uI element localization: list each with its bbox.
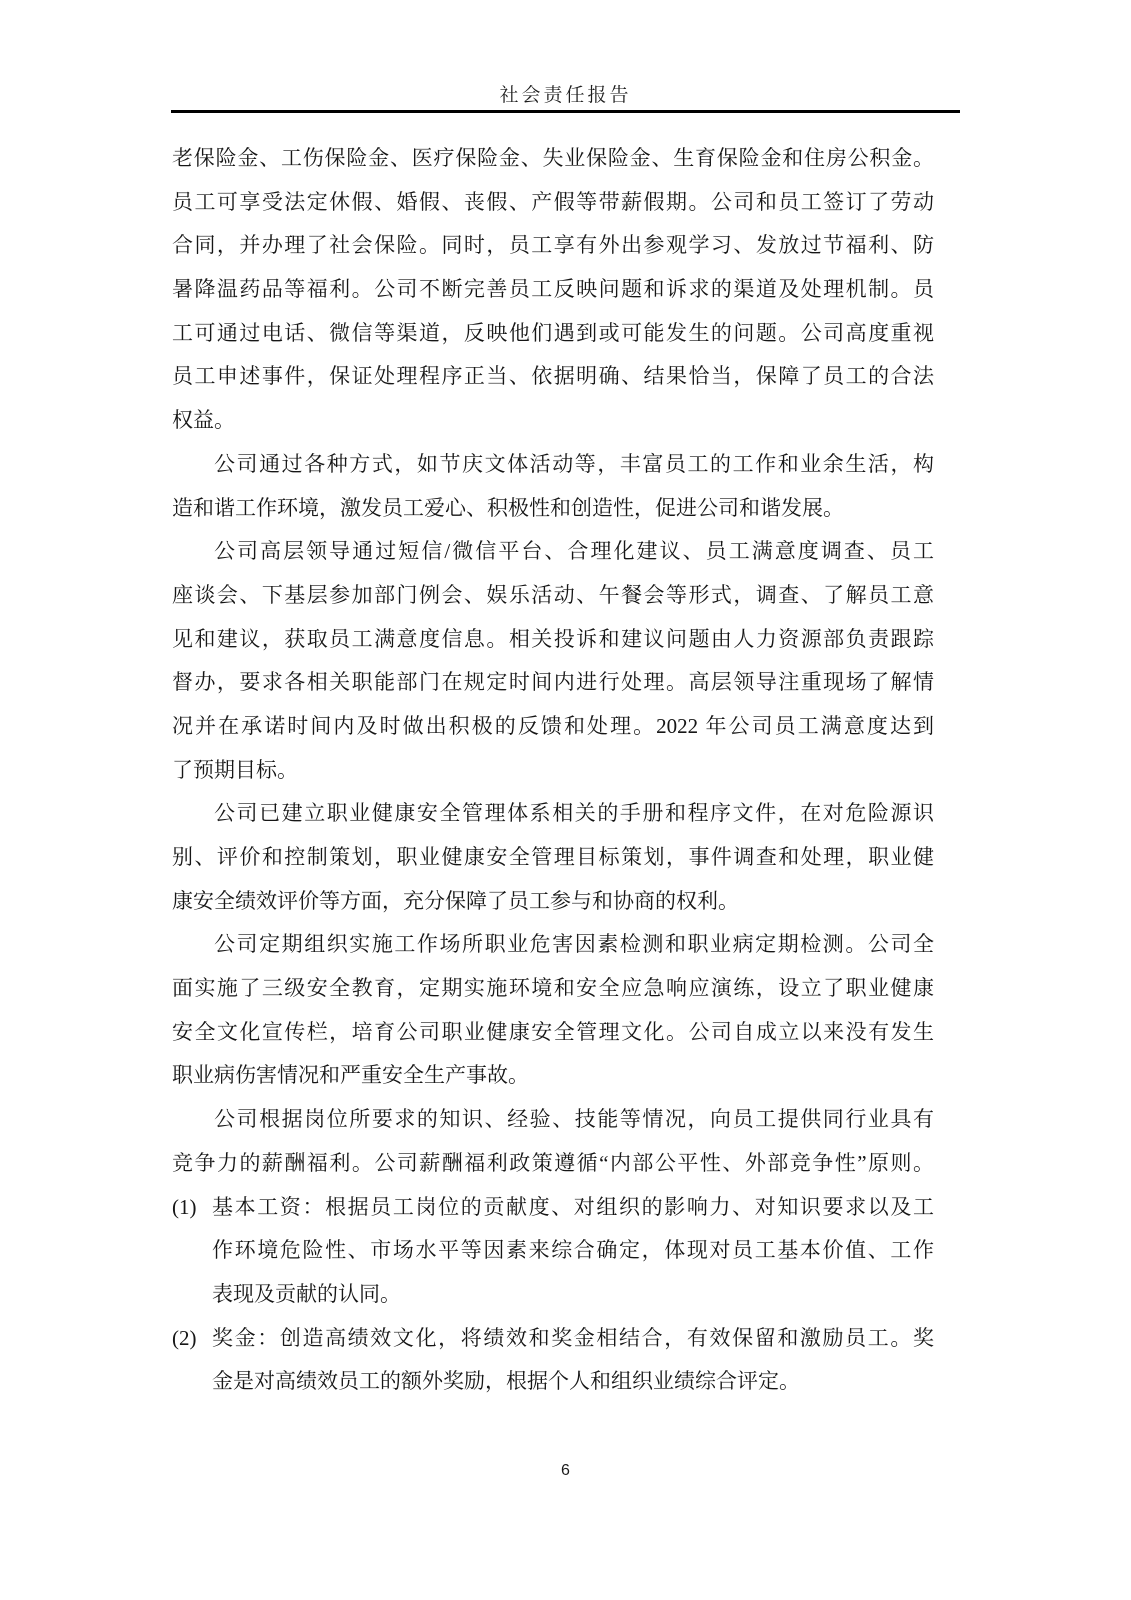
text-line: 奖金：创造高绩效文化，将绩效和奖金相结合，有效保留和激励员工。奖 xyxy=(212,1325,934,1350)
text-line: 况并在承诺时间内及时做出积极的反馈和处理。2022 年公司员工满意度达到 xyxy=(172,713,934,738)
text-line: 别、评价和控制策划，职业健康安全管理目标策划，事件调查和处理，职业健 xyxy=(172,845,934,869)
text-line: 督办，要求各相关职能部门在规定时间内进行处理。高层领导注重现场了解情 xyxy=(172,670,934,695)
text-line: 合同，并办理了社会保险。同时，员工享有外出参观学习、发放过节福利、防 xyxy=(172,233,934,258)
list-item xyxy=(172,1317,934,1404)
text-line: 金是对高绩效员工的额外奖励，根据个人和组织业绩综合评定。 xyxy=(212,1369,800,1394)
text-line: 竞争力的薪酬福利。公司薪酬福利政策遵循“内部公平性、外部竞争性”原则。 xyxy=(172,1150,934,1175)
text-line: 权益。 xyxy=(172,408,235,433)
text-line: 了预期目标。 xyxy=(172,757,298,782)
text-line: 康安全绩效评价等方面，充分保障了员工参与和协商的权利。 xyxy=(172,888,739,913)
content xyxy=(172,137,934,1404)
text-line: 面实施了三级安全教育，定期实施环境和安全应急响应演练，设立了职业健康 xyxy=(172,976,934,1001)
text-line: 座谈会、下基层参加部门例会、娱乐活动、午餐会等形式，调查、了解员工意 xyxy=(172,582,934,607)
text-line: 公司根据岗位所要求的知识、经验、技能等情况，向员工提供同行业具有 xyxy=(214,1107,934,1132)
text-line: 工可通过电话、微信等渠道，反映他们遇到或可能发生的问题。公司高度重视 xyxy=(172,320,934,345)
text-line: 员工申述事件，保证处理程序正当、依据明确、结果恰当，保障了员工的合法 xyxy=(172,364,934,389)
text-line: 公司通过各种方式，如节庆文体活动等，丰富员工的工作和业余生活，构 xyxy=(214,451,934,476)
list-item xyxy=(172,1186,934,1317)
page-number: 6 xyxy=(561,1462,570,1479)
text-line: 作环境危险性、市场水平等因素来综合确定，体现对员工基本价值、工作 xyxy=(212,1238,934,1263)
text-line: 职业病伤害情况和严重安全生产事故。 xyxy=(172,1063,529,1088)
paragraph xyxy=(172,923,934,1098)
text-line: 公司定期组织实施工作场所职业危害因素检测和职业病定期检测。公司全 xyxy=(214,932,934,957)
text-line: 基本工资：根据员工岗位的贡献度、对组织的影响力、对知识要求以及工 xyxy=(212,1194,934,1219)
text-line: 员工可享受法定休假、婚假、丧假、产假等带薪假期。公司和员工签订了劳动 xyxy=(172,189,934,214)
paragraph xyxy=(172,792,934,923)
text-line: 安全文化宣传栏，培育公司职业健康安全管理文化。公司自成立以来没有发生 xyxy=(172,1019,934,1044)
text-line: 造和谐工作环境，激发员工爱心、积极性和创造性，促进公司和谐发展。 xyxy=(172,495,844,520)
text-line: 暑降温药品等福利。公司不断完善员工反映问题和诉求的渠道及处理机制。员 xyxy=(172,277,934,302)
list-marker: (2) xyxy=(172,1325,197,1350)
paragraph xyxy=(172,530,934,792)
paragraph xyxy=(172,1098,934,1185)
paragraph xyxy=(172,137,934,443)
text-line: 表现及贡献的认同。 xyxy=(212,1281,401,1306)
page-header-title: 社会责任报告 xyxy=(499,85,632,106)
text-line: 公司已建立职业健康安全管理体系相关的手册和程序文件，在对危险源识 xyxy=(214,801,934,826)
text-line: 见和建议，获取员工满意度信息。相关投诉和建议问题由人力资源部负责跟踪 xyxy=(172,626,934,651)
paragraph xyxy=(172,443,934,530)
list-marker: (1) xyxy=(172,1194,197,1219)
header-rule xyxy=(171,110,960,113)
text-line: 公司高层领导通过短信/微信平台、合理化建议、员工满意度调查、员工 xyxy=(214,539,934,564)
text-line: 老保险金、工伤保险金、医疗保险金、失业保险金、生育保险金和住房公积金。 xyxy=(172,146,934,170)
